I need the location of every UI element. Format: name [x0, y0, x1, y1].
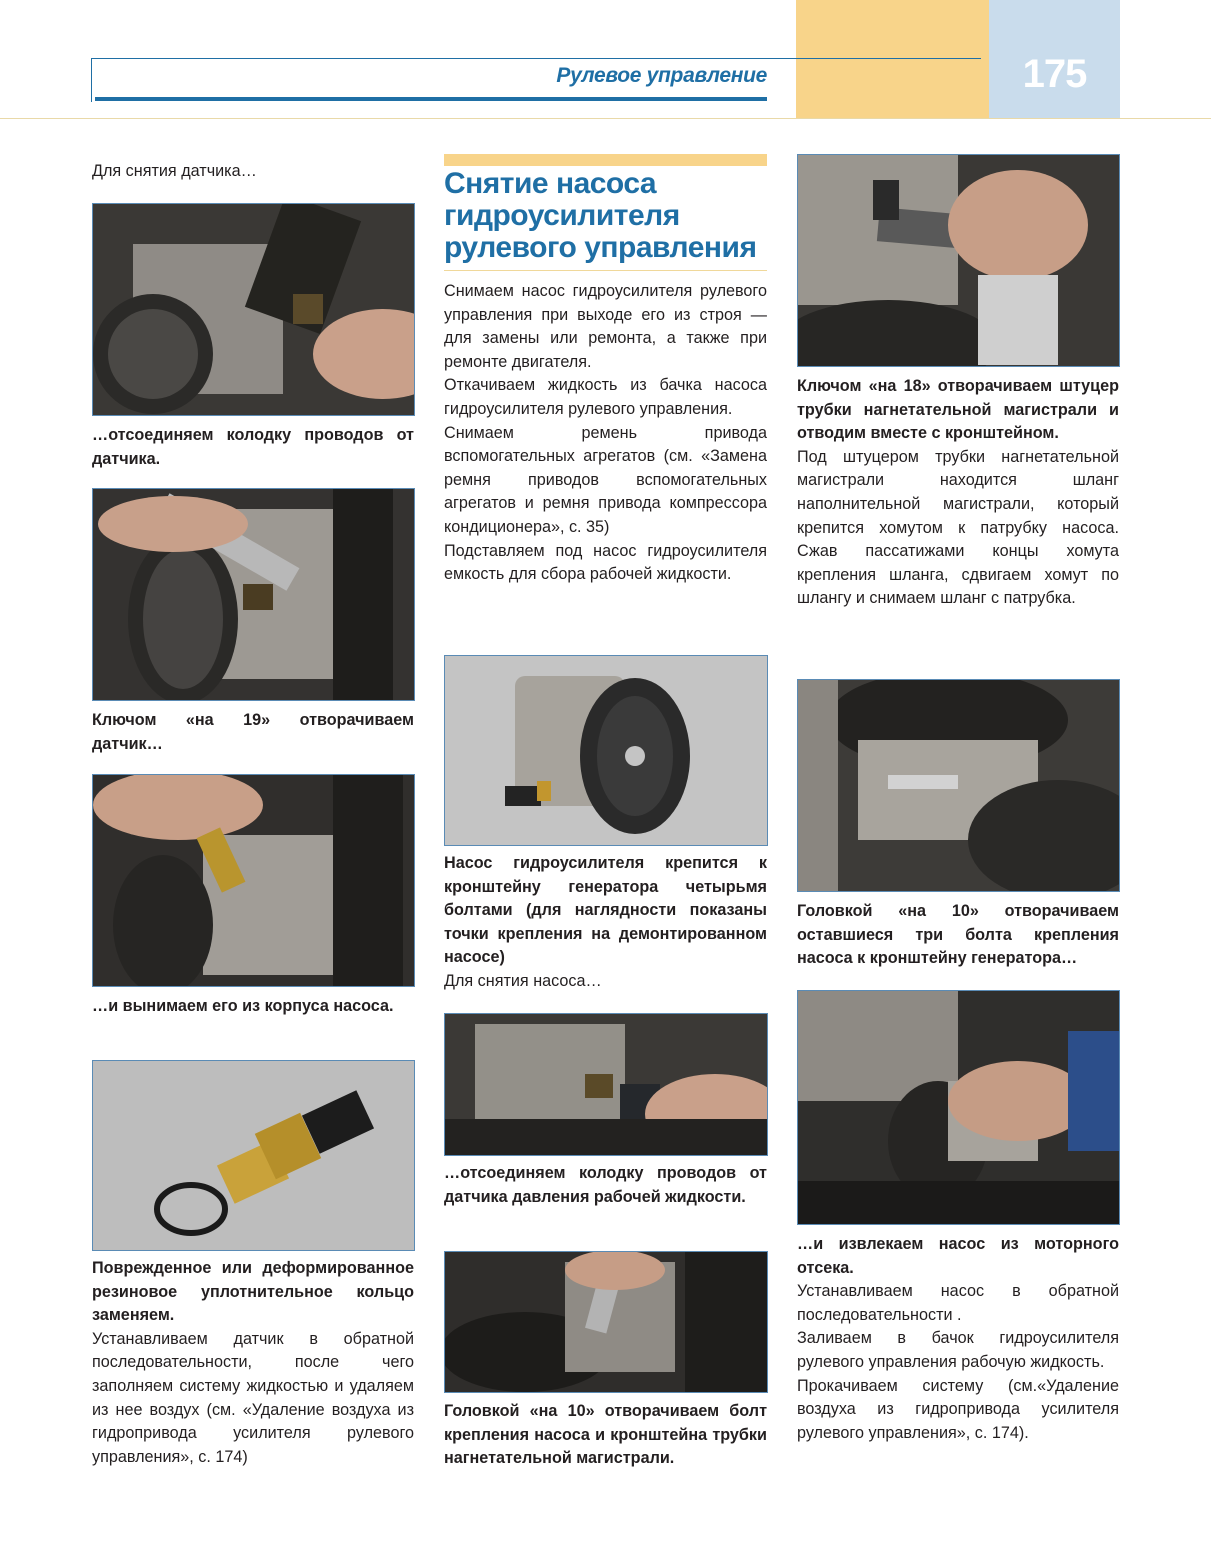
- header-rule-left: [91, 58, 92, 102]
- col3-caption-1: Ключом «на 18» отворачиваем штуцер трубки нагнетательной магистрали и отводим вместе с кронштейном. Под штуцером трубки нагнетательной магистрали находится шланг наполнительной магистрали, который крепится хомутом к патрубку насоса. Сжав пассатижами концы хомута крепления шланга, сдвигаем хомут по шлангу и снимаем шланг с патрубка.: [797, 377, 1119, 608]
- col1-intro: Для снятия датчика…: [92, 162, 257, 180]
- photo-wrench-fitting: [797, 154, 1120, 367]
- col2-caption-2: …отсоединяем колодку проводов от датчика давления рабочей жидкости.: [444, 1164, 767, 1206]
- section-title: Рулевое управление: [556, 64, 767, 87]
- col2-caption-3: Головкой «на 10» отворачиваем болт крепления насоса и кронштейна трубки нагнетательной магистрали.: [444, 1402, 767, 1468]
- header-rule-top: [91, 58, 981, 59]
- article-title: Снятие насоса гидроусилителя рулевого управления: [444, 167, 757, 264]
- article-title-bar: [444, 154, 767, 166]
- photo-pressure-sensor-connector: [444, 1013, 768, 1156]
- col2-text-1: Снимаем насос гидроусилителя рулевого управления при выходе его из строя — для замены или ремонта, а также при ремонте двигателя. Откачиваем жидкость из бачка насоса гидроусилителя рулевого управления. Снимаем ремень привода вспомогательных агрегатов (см. «Замена ремня приводов вспомогательных агрегатов и ремня привода компрессора кондиционера», с. 35) Подставляем под насос гидроусилителя емкость для сбора рабочей жидкости.: [444, 282, 767, 584]
- header-rule-bottom: [95, 97, 767, 101]
- header-divider: [0, 118, 1211, 119]
- header-tab-yellow: [796, 0, 989, 118]
- article-title-rule: [444, 270, 767, 271]
- photo-extract-pump: [797, 990, 1120, 1225]
- col1-caption-3: …и вынимаем его из корпуса насоса.: [92, 997, 394, 1015]
- photo-remove-sensor: [92, 774, 415, 987]
- photo-pump-removed: [444, 655, 768, 846]
- col1-caption-4: Поврежденное или деформированное резиновое уплотнительное кольцо заменяем. Устанавливаем датчик в обратной последовательности, после чего заполняем систему жидкостью и удаляем из нее воздух (см. «Удаление воздуха из гидропривода усилителя рулевого управления», с. 174): [92, 1259, 414, 1466]
- photo-sensor-oring: [92, 1060, 415, 1251]
- photo-remaining-bolts: [797, 679, 1120, 892]
- col2-caption-1: Насос гидроусилителя крепится к кронштейну генератора четырьмя болтами (для наглядности показаны точки крепления на демонтированном насосе) Для снятия насоса…: [444, 854, 767, 990]
- col1-caption-2: Ключом «на 19» отворачиваем датчик…: [92, 711, 414, 753]
- col3-caption-2: Головкой «на 10» отворачиваем оставшиеся три болта крепления насоса к кронштейну генератора…: [797, 902, 1119, 968]
- col1-caption-1: …отсоединяем колодку проводов от датчика.: [92, 426, 414, 468]
- photo-socket-bolt: [444, 1251, 768, 1393]
- photo-wrench-sensor: [92, 488, 415, 701]
- col3-caption-3: …и извлекаем насос из моторного отсека. Устанавливаем насос в обратной последовательности . Заливаем в бачок гидроусилителя рулевого управления рабочую жидкость. Прокачиваем систему (см.«Удаление воздуха из гидропривода усилителя рулевого управления», с. 174).: [797, 1235, 1119, 1442]
- photo-sensor-connector: [92, 203, 415, 416]
- page-number: 175: [1022, 52, 1087, 96]
